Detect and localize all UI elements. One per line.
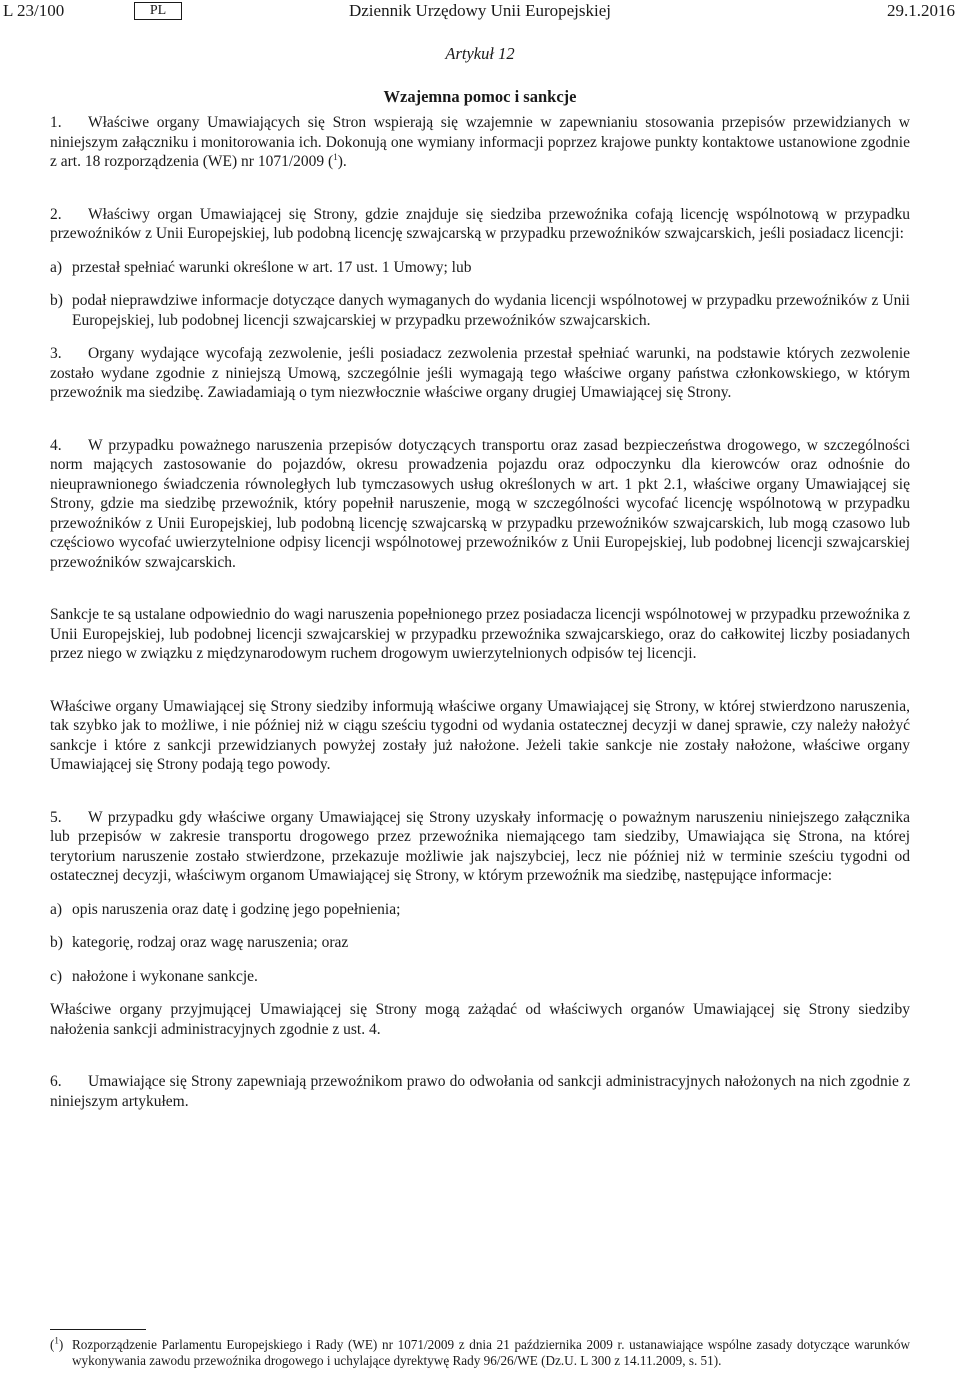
paragraph-1	[50, 113, 910, 172]
list-item-5c	[50, 967, 910, 987]
paragraph-number: 2.	[50, 205, 62, 223]
paragraph-3	[50, 344, 910, 403]
list-item-label: a)	[50, 258, 63, 276]
paragraph-text: Właściwe organy Umawiających się Stron wspierają się wzajemnie w zapewnianiu stosowania przepisów przewidzianych w niniejszym załączniku i monitorowania ich. Dokonują one wymiany informacji poprzez krajowe punkty kontaktowe ustanowione zgodnie z art. 18 rozporządzenia (WE) nr 1071/2009 (	[50, 114, 910, 170]
list-item-label: a)	[50, 900, 63, 918]
footnote-divider	[50, 1329, 146, 1330]
list-item-label: c)	[50, 967, 63, 985]
paragraph-text: Organy wydające wycofają zezwolenie, jeśli posiadacz zezwolenia przestał spełniać warunki, na podstawie których zezwolenie zostało wydane zgodnie z niniejszą Umową, szczególnie jeśli wymagają tego właściwe organy państwa członkowskiego, w którym przewoźnik ma siedzibę. Zawiadamiają o tym niezwłocznie właściwe organy drugiej Umawiającej się Strony.	[50, 345, 910, 401]
article-title: Wzajemna pomoc i sankcje	[383, 86, 577, 106]
paragraph-4-notification: Właściwe organy Umawiającej się Strony siedziby informują właściwe organy Umawiającej się Strony, w której stwierdzono naruszenia, tak szybko jak to możliwe, i nie później niż w ciągu sześciu tygodni od wydania ostatecznej decyzji w danej sprawie, czy należy nałożyć sankcje i które z sankcji przewidzianych powyżej zostały już nałożone. Jeżeli takie sankcje nie zostały nałożone, właściwe organy Umawiającej się Strony podają tego powody.	[50, 697, 910, 773]
footnote-marker: ($^1$)	[50, 1335, 64, 1352]
paragraph-text-end: ).	[337, 153, 347, 170]
paragraph-number: 3.	[50, 345, 62, 362]
paragraph-5	[50, 808, 910, 886]
paragraph-text: Umawiające się Strony zapewniają przewoźnikom prawo do odwołania od sankcji administracyjnych nałożonych na nich zgodnie z niniejszym artykułem.	[50, 1073, 910, 1110]
footnote-reference[interactable]: 1	[333, 151, 338, 162]
list-item-5b	[50, 933, 910, 953]
paragraph-2	[50, 205, 910, 244]
list-item-text: przestał spełniać warunki określone w art. 17 ust. 1 Umowy; lub	[72, 258, 472, 276]
page-header	[0, 0, 960, 22]
paragraph-number: 1.	[50, 114, 62, 131]
language-badge: PL	[134, 2, 182, 20]
publication-date: 29.1.2016	[887, 1, 955, 20]
footnote-1	[50, 1337, 910, 1369]
paragraph-6	[50, 1072, 910, 1111]
footnote-text: Rozporządzenie Parlamentu Europejskiego i Rady (WE) nr 1071/2009 z dnia 21 października 2009 r. ustanawiające wspólne zasady dotyczące warunków wykonywania zawodu przewoźnika drogowego i uchylające dyrektywę Rady 96/26/WE (Dz.U. L 300 z 14.11.2009, s. 51).	[72, 1337, 910, 1368]
page-reference: L 23/100	[3, 1, 65, 20]
paragraph-4-sanctions: Sankcje te są ustalane odpowiednio do wagi naruszenia popełnionego przez posiadacza licencji wspólnotowej w przypadku przewoźnika z Unii Europejskiej, lub podobnej licencji szwajcarskiej w przypadku przewoźnika szwajcarskiego, oraz do całkowitej liczby posiadanych przez niego w związku z międzynarodowym ruchem drogowym uwierzytelnionych odpisów tej licencji.	[50, 606, 910, 662]
paragraph-text: W przypadku poważnego naruszenia przepisów dotyczących transportu oraz zasad bezpieczeństwa drogowego, w szczególności norm mających zastosowanie do pojazdów, okresu prowadzenia pojazdu oraz odpoczynku dla kierowców oraz odnośnie do nieuprawnionego świadczenia równoległych lub tymczasowych usług określonych w art. 1 pkt 2.1, właściwe organy Umawiającej się Strony, gdzie ma siedzibę przewoźnik, który popełnił naruszenie, mogą w szczególności wycofać licencję wspólnotową w przypadku przewoźników z Unii Europejskiej, lub podobną licencję szwajcarską w przypadku przewoźników szwajcarskich, lub mogą czasowo lub częściowo wycofać uwierzytelnione odpisy licencji wspólnotowej przewoźników z Unii Europejskiej, lub podobnej licencji szwajcarskiej przewoźników szwajcarskich.	[50, 436, 910, 571]
paragraph-text: Właściwy organ Umawiającej się Strony, gdzie znajduje się siedziba przewoźnika cofają licencję wspólnotową w przypadku przewoźników z Unii Europejskiej, lub podobną licencję szwajcarską w przypadku przewoźników szwajcarskich, jeśli posiadacz licencji:	[50, 205, 910, 242]
list-item-text: opis naruszenia oraz datę i godzinę jego popełnienia;	[72, 900, 401, 918]
list-item-5a	[50, 900, 910, 920]
paragraph-number: 4.	[50, 436, 62, 454]
paragraph-number: 6.	[50, 1073, 62, 1090]
list-item-text: podał nieprawdziwe informacje dotyczące danych wymaganych do wydania licencji wspólnotowej w przypadku przewoźników z Unii Europejskiej, lub podobnej licencji szwajcarskiej w przypadku przewoźników szwajcarskich.	[72, 292, 910, 329]
list-item-label: b)	[50, 292, 63, 309]
list-item-text: nałożone i wykonane sankcje.	[72, 967, 258, 985]
paragraph-5-closing: Właściwe organy przyjmującej Umawiającej się Strony mogą zażądać od właściwych organów Umawiającej się Strony siedziby nałożenia sankcji administracyjnych zgodnie z ust. 4.	[50, 1001, 910, 1038]
article-body	[50, 44, 910, 1125]
list-item-text: kategorię, rodzaj oraz wagę naruszenia; oraz	[72, 934, 349, 951]
paragraph-4	[50, 436, 910, 573]
journal-title: Dziennik Urzędowy Unii Europejskiej	[348, 1, 611, 20]
list-item-2a	[50, 258, 910, 278]
list-item-2b	[50, 291, 910, 330]
paragraph-number: 5.	[50, 808, 62, 826]
paragraph-text: W przypadku gdy właściwe organy Umawiającej się Strony uzyskały informację o poważnym naruszeniu niniejszego załącznika lub przepisów w zakresie transportu drogowego przez przewoźnika niemającego tam siedziby, Umawiająca się Strona, na której terytorium naruszenie zostało stwierdzone, przekazuje możliwie jak najszybciej, lecz nie później niż w terminie sześciu tygodni od ostatecznej decyzji, właściwym organom Umawiającej się Strony, w którym przewoźnik ma siedzibę, następujące informacje:	[50, 808, 910, 884]
list-item-label: b)	[50, 934, 63, 951]
article-number: Artykuł 12	[445, 44, 515, 63]
